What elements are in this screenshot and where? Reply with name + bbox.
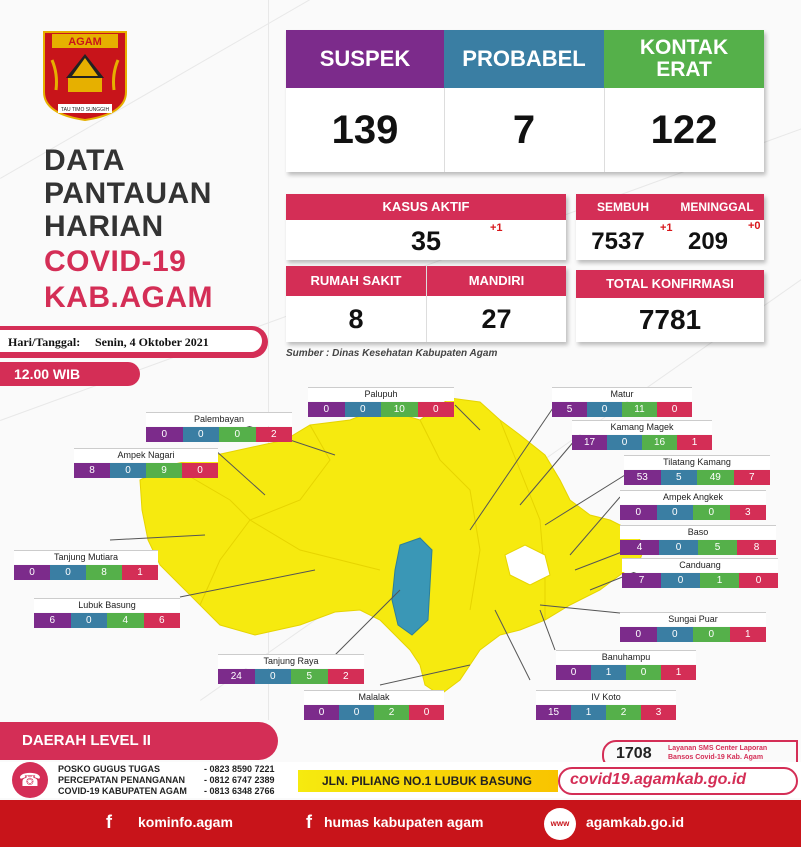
region-label: Ampek Nagari xyxy=(74,448,218,462)
kasus-aktif-delta: +1 xyxy=(490,222,503,234)
region-values xyxy=(620,505,766,520)
region-value: 15 xyxy=(536,705,571,720)
region-value: 0 xyxy=(620,627,657,642)
region-values xyxy=(536,705,676,720)
title-line-1: DATA xyxy=(44,144,125,177)
region-value: 9 xyxy=(146,463,182,478)
globe-icon: www xyxy=(544,808,576,840)
phone-2: - 0812 6747 2389 xyxy=(204,775,275,785)
probabel-value: 7 xyxy=(512,108,536,152)
region-value: 5 xyxy=(698,540,737,555)
region-value: 2 xyxy=(606,705,641,720)
phone-3: - 0813 6348 2766 xyxy=(204,786,275,796)
region-label: Lubuk Basung xyxy=(34,598,180,612)
region-value: 7 xyxy=(622,573,661,588)
sembuh-delta: +1 xyxy=(660,222,673,234)
region-value: 0 xyxy=(556,665,591,680)
logo-banner-text: AGAM xyxy=(68,36,102,48)
region-value: 8 xyxy=(737,540,776,555)
region-value: 0 xyxy=(693,627,730,642)
region-label: Palembayan xyxy=(146,412,292,426)
suspek-header: SUSPEK xyxy=(286,30,444,88)
region-value: 4 xyxy=(620,540,659,555)
region-value: 0 xyxy=(626,665,661,680)
region-label: Canduang xyxy=(622,558,778,572)
region-value: 7 xyxy=(734,470,771,485)
region-value: 0 xyxy=(657,402,692,417)
region-value: 8 xyxy=(86,565,122,580)
region-values xyxy=(146,427,292,442)
region-label: Ampek Angkek xyxy=(620,490,766,504)
region-value: 2 xyxy=(256,427,293,442)
facebook-kominfo[interactable]: kominfo.agam xyxy=(138,814,233,830)
meninggal-delta: +0 xyxy=(748,220,761,232)
phone-1: - 0823 8590 7221 xyxy=(204,764,275,774)
region-value: 3 xyxy=(730,505,767,520)
region-label: Malalak xyxy=(304,690,444,704)
region-value: 0 xyxy=(183,427,220,442)
suspek-value: 139 xyxy=(331,108,399,152)
region-label: Tilatang Kamang xyxy=(624,455,770,469)
facebook-icon: f xyxy=(106,812,112,832)
total-konfirmasi-header: TOTAL KONFIRMASI xyxy=(576,270,764,298)
posko-text xyxy=(58,764,187,797)
region-label: Palupuh xyxy=(308,387,454,401)
region-value: 0 xyxy=(219,427,256,442)
sembuh-header: SEMBUH xyxy=(576,194,670,220)
kontak-erat-label-2: ERAT xyxy=(656,58,712,81)
region-values xyxy=(308,402,454,417)
agam-logo xyxy=(42,30,128,122)
mandiri-value: 27 xyxy=(481,304,512,334)
lake-maninjau xyxy=(392,538,432,635)
region-value: 3 xyxy=(641,705,676,720)
region-label: Tanjung Mutiara xyxy=(14,550,158,564)
posko-line-3: COVID-19 KABUPATEN AGAM xyxy=(58,786,187,796)
region-label: Kamang Magek xyxy=(572,420,712,434)
region-value: 6 xyxy=(34,613,71,628)
region-value: 0 xyxy=(182,463,218,478)
rumah-sakit-header: RUMAH SAKIT xyxy=(286,266,426,296)
region-values xyxy=(304,705,444,720)
region-values xyxy=(620,627,766,642)
date-value: Senin, 4 Oktober 2021 xyxy=(95,335,209,349)
region-label: Matur xyxy=(552,387,692,401)
hotline-text-2: Bansos Covid-19 Kab. Agam xyxy=(668,754,764,761)
region-value: 10 xyxy=(381,402,418,417)
address-text: JLN. PILIANG NO.1 LUBUK BASUNG xyxy=(322,774,533,788)
phone-list xyxy=(204,764,275,797)
hotline-text-1: Layanan SMS Center Laporan xyxy=(668,745,768,752)
posko-line-2: PERCEPATAN PENANGANAN xyxy=(58,775,186,785)
facebook-icon-2: f xyxy=(306,812,312,832)
region-label: Sungai Puar xyxy=(620,612,766,626)
region-value: 2 xyxy=(328,669,365,684)
total-konfirmasi-value: 7781 xyxy=(638,304,702,335)
region-value: 49 xyxy=(697,470,734,485)
region-value: 1 xyxy=(661,665,696,680)
sembuh-value: 7537 xyxy=(591,228,645,255)
agamkab-link[interactable]: agamkab.go.id xyxy=(586,814,685,830)
region-value: 8 xyxy=(74,463,110,478)
region-values xyxy=(552,402,692,417)
meninggal-header: MENINGGAL xyxy=(670,194,764,220)
kontak-erat-header xyxy=(604,30,764,88)
region-value: 0 xyxy=(659,540,698,555)
region-value: 0 xyxy=(255,669,292,684)
hotline-number: 1708 xyxy=(616,745,652,762)
region-value: 1 xyxy=(591,665,626,680)
region-value: 53 xyxy=(624,470,661,485)
region-label: Baso xyxy=(620,525,776,539)
region-value: 1 xyxy=(677,435,712,450)
region-value: 2 xyxy=(374,705,409,720)
kasus-aktif-value: 35 xyxy=(410,226,442,256)
region-value: 0 xyxy=(14,565,50,580)
region-values xyxy=(34,613,180,628)
title-line-2: PANTAUAN xyxy=(44,177,212,210)
mandiri-header: MANDIRI xyxy=(427,266,566,296)
region-value: 16 xyxy=(642,435,677,450)
region-value: 4 xyxy=(107,613,144,628)
region-value: 0 xyxy=(345,402,382,417)
level-text: DAERAH LEVEL II xyxy=(22,732,151,749)
region-value: 0 xyxy=(607,435,642,450)
region-value: 1 xyxy=(122,565,158,580)
region-value: 11 xyxy=(622,402,657,417)
rumah-sakit-value: 8 xyxy=(348,304,364,334)
kontak-erat-label-1: KONTAK xyxy=(639,36,729,59)
source-note: Sumber : Dinas Kesehatan Kabupaten Agam xyxy=(286,348,498,359)
region-value: 0 xyxy=(657,627,694,642)
region-values xyxy=(556,665,696,680)
region-value: 0 xyxy=(110,463,146,478)
region-label: IV Koto xyxy=(536,690,676,704)
meninggal-value: 209 xyxy=(687,228,729,255)
website-link[interactable]: covid19.agamkab.go.id xyxy=(570,771,747,788)
time-value: 12.00 WIB xyxy=(14,366,81,382)
region-values xyxy=(74,463,218,478)
region-value: 24 xyxy=(218,669,255,684)
region-values xyxy=(620,540,776,555)
kasus-aktif-header: KASUS AKTIF xyxy=(286,194,566,220)
region-values xyxy=(14,565,158,580)
region-value: 0 xyxy=(146,427,183,442)
region-value: 0 xyxy=(339,705,374,720)
phone-icon: ☎ xyxy=(12,762,48,798)
region-values xyxy=(622,573,778,588)
title-line-3: HARIAN xyxy=(44,210,164,243)
region-value: 0 xyxy=(661,573,700,588)
title-line-5: KAB.AGAM xyxy=(44,281,213,314)
region-value: 0 xyxy=(409,705,444,720)
region-value: 0 xyxy=(739,573,778,588)
region-value: 0 xyxy=(50,565,86,580)
facebook-humas[interactable]: humas kabupaten agam xyxy=(324,814,484,830)
region-value: 0 xyxy=(620,505,657,520)
region-label: Tanjung Raya xyxy=(218,654,364,668)
title-line-4: COVID-19 xyxy=(44,245,187,278)
probabel-header: PROBABEL xyxy=(444,30,604,88)
region-value: 0 xyxy=(418,402,455,417)
region-values xyxy=(572,435,712,450)
region-value: 0 xyxy=(693,505,730,520)
region-value: 1 xyxy=(730,627,767,642)
region-value: 0 xyxy=(71,613,108,628)
region-label: Banuhampu xyxy=(556,650,696,664)
region-value: 5 xyxy=(291,669,328,684)
date-label: Hari/Tanggal: xyxy=(8,335,81,349)
logo-motto-text: TAU TIMO SUNGGIH xyxy=(60,107,110,113)
region-value: 17 xyxy=(572,435,607,450)
region-value: 6 xyxy=(144,613,181,628)
region-values xyxy=(218,669,364,684)
region-value: 5 xyxy=(661,470,698,485)
region-value: 1 xyxy=(571,705,606,720)
region-value: 1 xyxy=(700,573,739,588)
region-value: 0 xyxy=(587,402,622,417)
region-values xyxy=(624,470,770,485)
posko-line-1: POSKO GUGUS TUGAS xyxy=(58,764,161,774)
region-value: 5 xyxy=(552,402,587,417)
region-value: 0 xyxy=(657,505,694,520)
region-value: 0 xyxy=(304,705,339,720)
region-value: 0 xyxy=(308,402,345,417)
kontak-erat-value: 122 xyxy=(650,108,718,152)
